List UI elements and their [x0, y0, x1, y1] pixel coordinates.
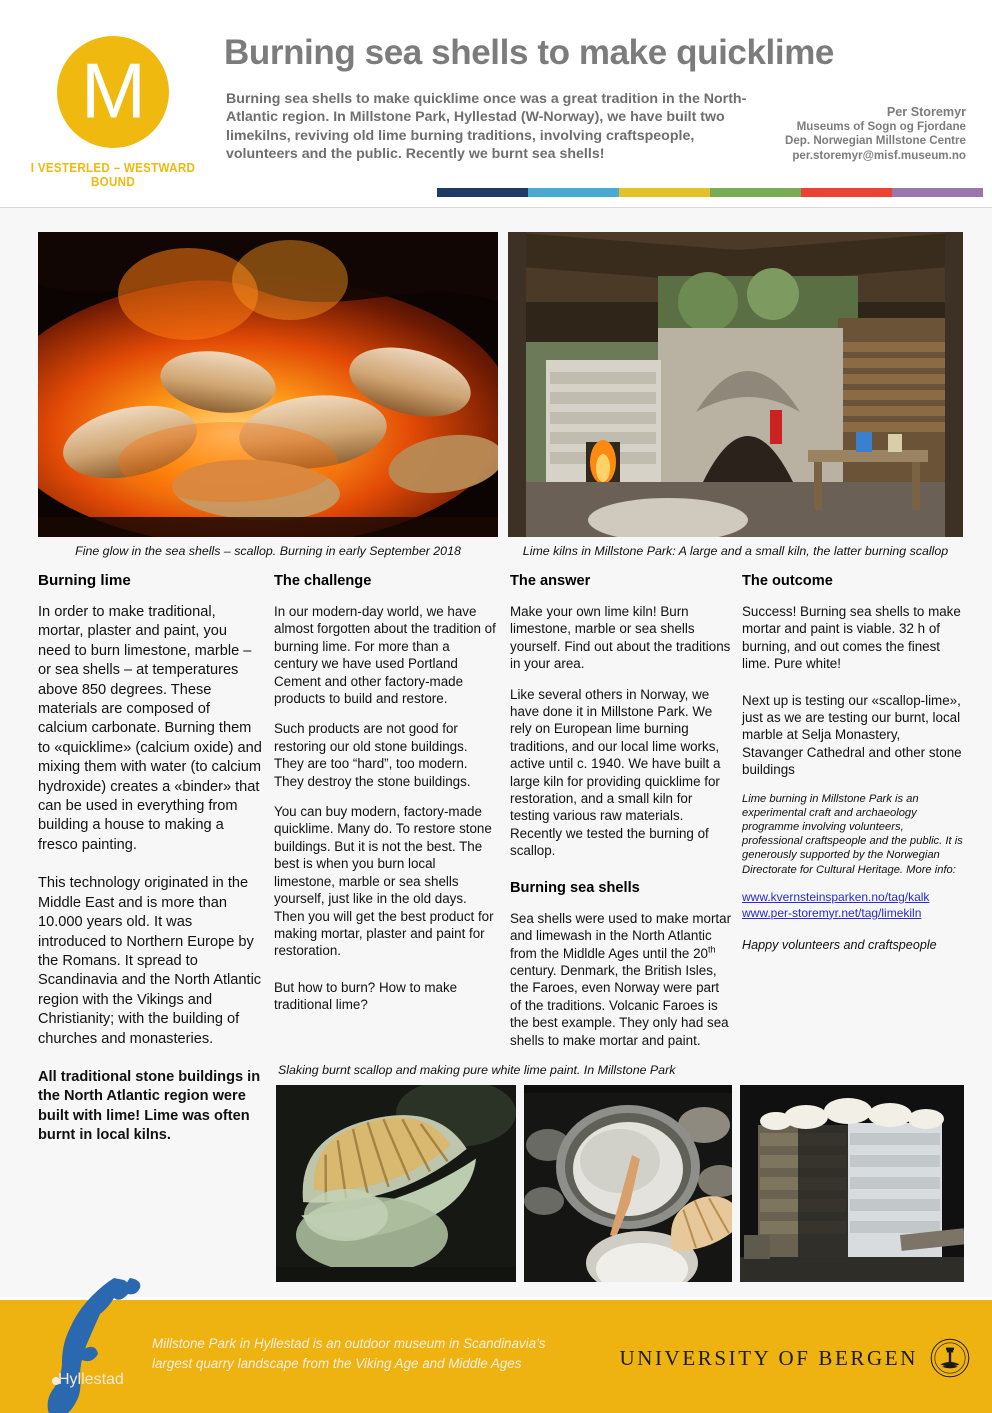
photo-burnt-graphic: [740, 1085, 964, 1282]
column-burning-lime: [38, 572, 262, 1159]
poster-abstract: Burning sea shells to make quicklime once was a great tradition in the North-Atlantic region. In Millstone Park, Hyllestad (W-Norway), we have built two limekilns, reviving old lime burning traditions, involving craftspeople, volunteers and the public. Recently we burnt sea shells!: [226, 91, 747, 163]
photo-embers-graphic: [38, 232, 498, 537]
column-the-outcome: [742, 572, 964, 960]
photo-burnt-scallop-shell: [276, 1085, 516, 1282]
hyllestad-map-label: Hyllestad: [58, 1371, 124, 1388]
author-email: per.storemyr@misf.museum.no: [792, 148, 966, 162]
color-bar-segment: [437, 188, 528, 197]
university-seal-icon: [930, 1338, 970, 1378]
link-kvernsteinsparken[interactable]: www.kvernsteinsparken.no/tag/kalk: [742, 889, 930, 904]
photo-lime-paint-bowls: [524, 1085, 732, 1282]
logo-tagline: I VESTERLED – WESTWARD BOUND: [30, 161, 196, 189]
column-4-paragraph-2: Next up is testing our «scallop-lime», just as we are testing our burnt, local marble at Selja Monastery, Stavanger Cathedral and other stone buildings: [742, 692, 962, 778]
photo-paint-graphic: [524, 1085, 732, 1282]
column-2-paragraph-3: You can buy modern, factory-made quicklime. Many do. To restore stone buildings. But it is not the best. The best is when you burn local limestone, marble or sea shells yourself, just like in the old days. Then you will get the best product for making mortar, plaster and paint for restoration.: [274, 804, 494, 959]
column-3-subheading: Burning sea shells: [510, 879, 640, 896]
column-4-paragraph-1: Success! Burning sea shells to make mortar and paint is viable. 32 h of burning, and out comes the finest lime. Pure white!: [742, 604, 961, 672]
column-4-heading: The outcome: [742, 573, 833, 589]
column-3-paragraph-3: [510, 910, 732, 1049]
column-1-paragraph-3: All traditional stone buildings in the North Atlantic region were built with lime! Lime was often burnt in local kilns.: [38, 1068, 261, 1144]
author-affiliation-2: Dep. Norwegian Millstone Centre: [784, 134, 966, 148]
norway-map-icon: [46, 1278, 166, 1413]
author-name: Per Storemyr: [886, 105, 966, 119]
column-2-heading: The challenge: [274, 573, 372, 589]
color-bar-segment: [892, 188, 983, 197]
color-bar-segment: [710, 188, 801, 197]
column-the-answer: [510, 572, 732, 1062]
poster-header: [0, 0, 992, 208]
century-ordinal-suffix: th: [708, 944, 716, 955]
sea-shells-text-pre: Sea shells were used to make mortar and limewash in the North Atlantic from the Midldle Ages until the 20: [510, 910, 732, 961]
column-the-challenge: [274, 572, 496, 1027]
author-block: [706, 105, 966, 163]
column-2-paragraph-4: But how to burn? How to make traditional lime?: [274, 979, 458, 1013]
photo-glowing-sea-shells: [38, 232, 498, 537]
footer-description: Millstone Park in Hyllestad is an outdoor museum in Scandinavia’s largest quarry landscape from the Viking Age and Middle Ages: [152, 1336, 546, 1371]
poster-footer: [0, 1300, 992, 1413]
millstone-logo-block: [18, 8, 208, 198]
photo-kilns-graphic: [508, 232, 963, 537]
column-2-paragraph-2: Such products are not good for restoring our old stone buildings. They are too “hard”, too modern. They destroy the stone buildings.: [274, 721, 471, 789]
column-1-paragraph-2: This technology originated in the Middle East and is more than 10.000 years old. It was introduced to Northern Europe by the Romans. It spread to Scandinavia and the North Atlantic region with the Vikings and Christianity; with the building of churches and monasteries.: [38, 875, 262, 1047]
column-2-paragraph-1: In our modern-day world, we have almost forgotten about the tradition of burning lime. For more than a century we have used Portland Cement and other factory-made products to build and restore.: [274, 604, 496, 707]
photo-shell-graphic: [276, 1085, 516, 1282]
caption-slaking: Slaking burnt scallop and making pure white lime paint. In Millstone Park: [278, 1063, 676, 1077]
logo-letter: M: [81, 46, 145, 135]
color-bar-segment: [528, 188, 619, 197]
sea-shells-text-post: century. Denmark, the British Isles, the Faroes, even Norway were part of the traditions. Volcanic Faroes is the best example. They only had sea shells to make mortar and paint.: [510, 962, 729, 1048]
caption-embers: Fine glow in the sea shells – scallop. Burning in early September 2018: [75, 544, 461, 558]
column-3-paragraph-1: Make your own lime kiln! Burn limestone, marble or sea shells yourself. Find out about the traditions in your area.: [510, 604, 731, 672]
color-bar-segment: [801, 188, 892, 197]
photo-burnt-lime-stack: [740, 1085, 964, 1282]
poster-body: [0, 208, 992, 1297]
caption-kilns: Lime kilns in Millstone Park: A large and a small kiln, the latter burning scallop: [522, 544, 949, 558]
column-4-programme-note: Lime burning in Millstone Park is an experimental craft and archaeology programme involving volunteers, professional craftspeople and the public. It is generously supported by the Norwegian Directorate for Cultural Heritage. More info:: [742, 792, 963, 876]
link-per-storemyr[interactable]: www.per-storemyr.net/tag/limekiln: [742, 905, 922, 920]
university-name: UNIVERSITY OF BERGEN: [619, 1345, 918, 1370]
column-3-paragraph-2: Like several others in Norway, we have done it in Millstone Park. We rely on European lime burning traditions, and our local lime works, active until c. 1940. We have built a large kiln for providing quicklime for restoration, and a small kiln for testing various raw materials. Recently we tested the burning of scallop.: [510, 686, 721, 859]
column-3-heading: The answer: [510, 573, 591, 589]
university-of-bergen-logo: [619, 1338, 970, 1378]
author-affiliation-1: Museums of Sogn og Fjordane: [796, 119, 966, 133]
caption-volunteers: Happy volunteers and craftspeople: [742, 937, 937, 952]
column-1-paragraph-1: In order to make traditional, mortar, plaster and paint, you need to burn limestone, marble – or sea shells – at temperatures above 850 degrees. These materials are composed of calcium carbonate. Burning them to «quicklime» (calcium oxide) and mixing them with water (to calcium hydroxide) creates a «binder» that can be used in everything from building a house to making a fresco painting.: [38, 604, 262, 853]
color-bar-segment: [619, 188, 710, 197]
photo-lime-kilns: [508, 232, 963, 537]
decorative-color-bar: [437, 188, 983, 197]
page-title: Burning sea shells to make quicklime: [224, 33, 834, 72]
column-1-heading: Burning lime: [38, 572, 131, 589]
logo-circle-icon: [57, 36, 169, 148]
